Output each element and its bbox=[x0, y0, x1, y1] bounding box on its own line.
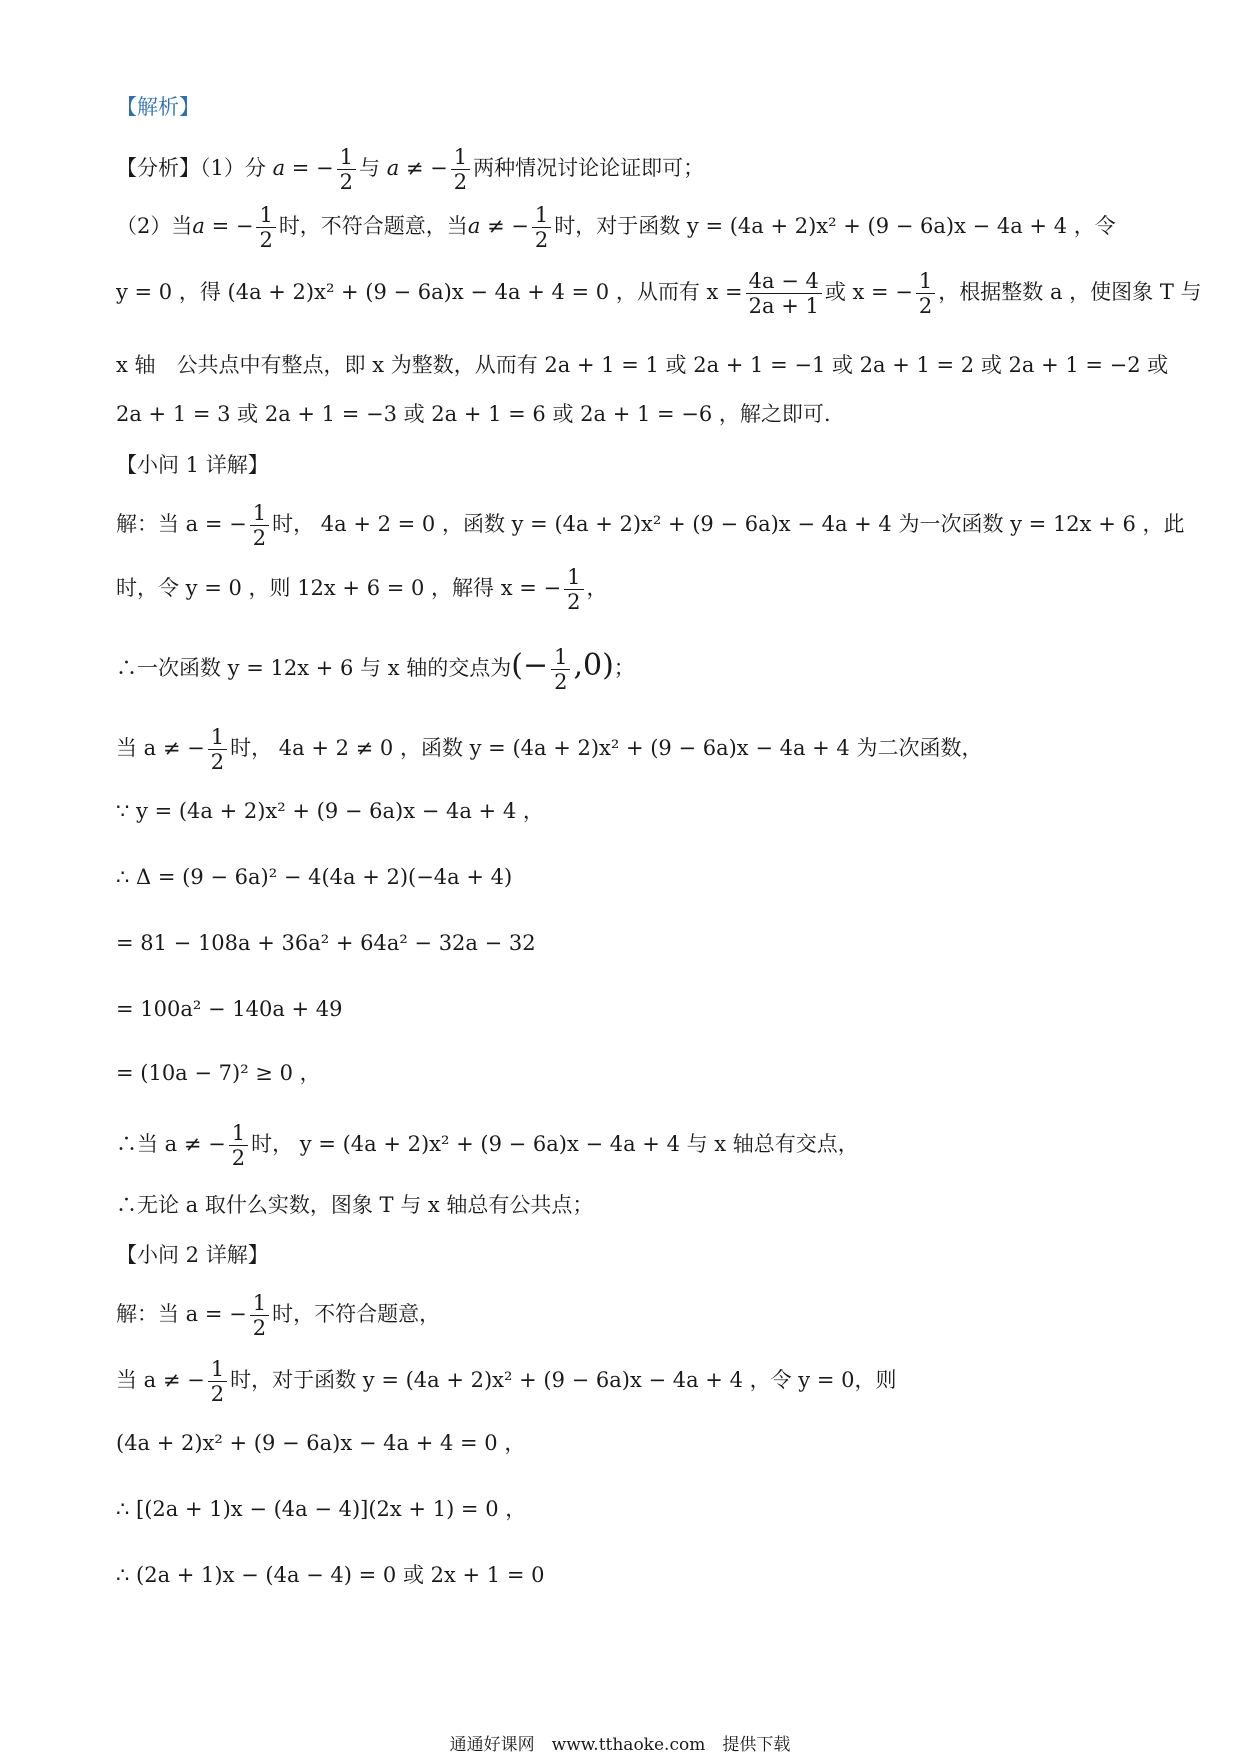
paren: (− bbox=[511, 648, 549, 684]
math: a ≠ − bbox=[386, 156, 448, 181]
footer-source: 通通好课网 www.tthaoke.com 提供下载 bbox=[449, 1735, 791, 1755]
part2-line-2 bbox=[116, 1358, 1130, 1405]
denominator: 2 bbox=[567, 590, 581, 615]
fraction bbox=[564, 566, 583, 613]
math: a = − bbox=[272, 156, 334, 181]
numerator: 4a − 4 bbox=[746, 270, 822, 294]
text: ∴当 a ≠ − bbox=[116, 1132, 226, 1157]
text: （2）当 bbox=[116, 214, 193, 239]
denominator: 2 bbox=[252, 1316, 267, 1341]
part2-line-3: (4a + 2)x² + (9 − 6a)x − 4a + 4 = 0 ， bbox=[116, 1431, 526, 1455]
fraction bbox=[208, 1358, 227, 1405]
fraction bbox=[551, 646, 570, 693]
part1-line-8: = 100a² − 140a + 49 bbox=[116, 997, 343, 1021]
text: y = 0 ，得 (4a + 2)x² + (9 − 6a)x − 4a + 4 = 0 ，从而有 x = bbox=[116, 280, 743, 305]
numerator: 1 bbox=[229, 1122, 248, 1146]
part2-heading: 【小问 2 详解】 bbox=[116, 1243, 269, 1267]
part1-line-9: = (10a − 7)² ≥ 0 ， bbox=[116, 1061, 321, 1085]
part1-line-7: = 81 − 108a + 36a² + 64a² − 32a − 32 bbox=[116, 931, 536, 955]
denominator: 2 bbox=[534, 228, 549, 253]
text: 两种情况讨论论证即可； bbox=[473, 156, 705, 181]
denominator: 2 bbox=[339, 170, 353, 195]
text: 当 a ≠ − bbox=[116, 736, 205, 761]
denominator: 2 bbox=[210, 1382, 225, 1407]
fraction bbox=[337, 146, 356, 193]
text: 时， 4a + 2 ≠ 0 ，函数 y = (4a + 2)x² + (9 − 6a)x − 4a + 4 为二次函数， bbox=[230, 736, 983, 761]
part2-line-5: ∴ (2a + 1)x − (4a − 4) = 0 或 2x + 1 = 0 bbox=[116, 1563, 545, 1587]
text: 时，令 y = 0 ，则 12x + 6 = 0 ，解得 x = − bbox=[116, 576, 562, 601]
numerator: 1 bbox=[532, 204, 551, 228]
text: ，根据整数 a ，使图象 T 与 bbox=[938, 280, 1202, 305]
text: 或 x = − bbox=[824, 280, 913, 305]
part1-line-6: ∴ Δ = (9 − 6a)² − 4(4a + 2)(−4a + 4) bbox=[116, 865, 513, 889]
numerator: 1 bbox=[250, 502, 269, 526]
paren: ,0) bbox=[573, 648, 614, 684]
text: 解：当 a = − bbox=[116, 1302, 247, 1327]
part1-line-4 bbox=[116, 726, 1130, 773]
text: 时， 4a + 2 = 0 ，函数 y = (4a + 2)x² + (9 − 6a)x − 4a + 4 为一次函数 y = 12x + 6 ，此 bbox=[272, 512, 1185, 537]
fraction bbox=[229, 1122, 248, 1169]
fraction bbox=[256, 204, 275, 251]
numerator: 1 bbox=[564, 566, 583, 590]
fraction bbox=[746, 270, 822, 317]
numerator: 1 bbox=[337, 146, 356, 170]
math: a = − bbox=[192, 214, 254, 239]
denominator: 2 bbox=[210, 750, 225, 775]
denominator: 2 bbox=[252, 526, 267, 551]
text: 与 bbox=[359, 156, 380, 181]
text: 【分析】（1）分 bbox=[116, 156, 266, 181]
fraction bbox=[208, 726, 227, 773]
numerator: 1 bbox=[451, 146, 470, 170]
text: 时，对于函数 y = (4a + 2)x² + (9 − 6a)x − 4a + 4 ，令 bbox=[554, 214, 1116, 239]
part1-line-11: ∴无论 a 取什么实数，图象 T 与 x 轴总有公共点； bbox=[116, 1193, 594, 1217]
text: ∴一次函数 y = 12x + 6 与 x 轴的交点为 bbox=[116, 656, 512, 681]
denominator: 2 bbox=[554, 670, 568, 695]
text: 时，不符合题意， bbox=[272, 1302, 441, 1327]
part1-heading: 【小问 1 详解】 bbox=[116, 453, 269, 477]
text: 解：当 a = − bbox=[116, 512, 247, 537]
fraction bbox=[532, 204, 551, 251]
numerator: 1 bbox=[256, 204, 275, 228]
part1-line-10 bbox=[116, 1122, 1130, 1169]
numerator: 1 bbox=[551, 646, 570, 670]
part1-line-1 bbox=[116, 501, 1185, 551]
analysis-line-3 bbox=[116, 269, 1202, 319]
numerator: 1 bbox=[916, 270, 935, 294]
fraction bbox=[250, 1292, 269, 1339]
math: a ≠ − bbox=[467, 214, 529, 239]
text: ， bbox=[586, 576, 608, 601]
denominator: 2a + 1 bbox=[748, 294, 819, 319]
text: 时，不符合题意，当 bbox=[278, 214, 468, 239]
denominator: 2 bbox=[453, 170, 468, 195]
part1-line-2 bbox=[116, 566, 1130, 613]
denominator: 2 bbox=[918, 294, 933, 319]
section-title: 【解析】 bbox=[116, 95, 200, 119]
part2-line-4: ∴ [(2a + 1)x − (4a − 4)](2x + 1) = 0 ， bbox=[116, 1497, 527, 1521]
analysis-line-4: x 轴 公共点中有整点，即 x 为整数，从而有 2a + 1 = 1 或 2a + 1 = −1 或 2a + 1 = 2 或 2a + 1 = −2 或 bbox=[116, 353, 1169, 377]
text: ； bbox=[613, 656, 635, 681]
text: 时，对于函数 y = (4a + 2)x² + (9 − 6a)x − 4a + 4 ，令 y = 0，则 bbox=[230, 1368, 897, 1393]
numerator: 1 bbox=[250, 1292, 269, 1316]
numerator: 1 bbox=[208, 1358, 227, 1382]
fraction bbox=[916, 270, 935, 317]
numerator: 1 bbox=[208, 726, 227, 750]
analysis-line-5: 2a + 1 = 3 或 2a + 1 = −3 或 2a + 1 = 6 或 2a + 1 = −6 ，解之即可. bbox=[116, 402, 831, 426]
fraction bbox=[451, 146, 470, 193]
part1-line-5: ∵ y = (4a + 2)x² + (9 − 6a)x − 4a + 4 ， bbox=[116, 799, 544, 823]
part1-line-3 bbox=[116, 646, 1130, 693]
analysis-line-2 bbox=[116, 204, 1130, 251]
analysis-line-1 bbox=[116, 146, 1130, 193]
text: 时， y = (4a + 2)x² + (9 − 6a)x − 4a + 4 与 x 轴总有交点， bbox=[251, 1132, 859, 1157]
denominator: 2 bbox=[259, 228, 273, 253]
denominator: 2 bbox=[231, 1146, 246, 1171]
part2-line-1 bbox=[116, 1292, 1130, 1339]
text: 当 a ≠ − bbox=[116, 1368, 205, 1393]
fraction bbox=[250, 502, 269, 549]
